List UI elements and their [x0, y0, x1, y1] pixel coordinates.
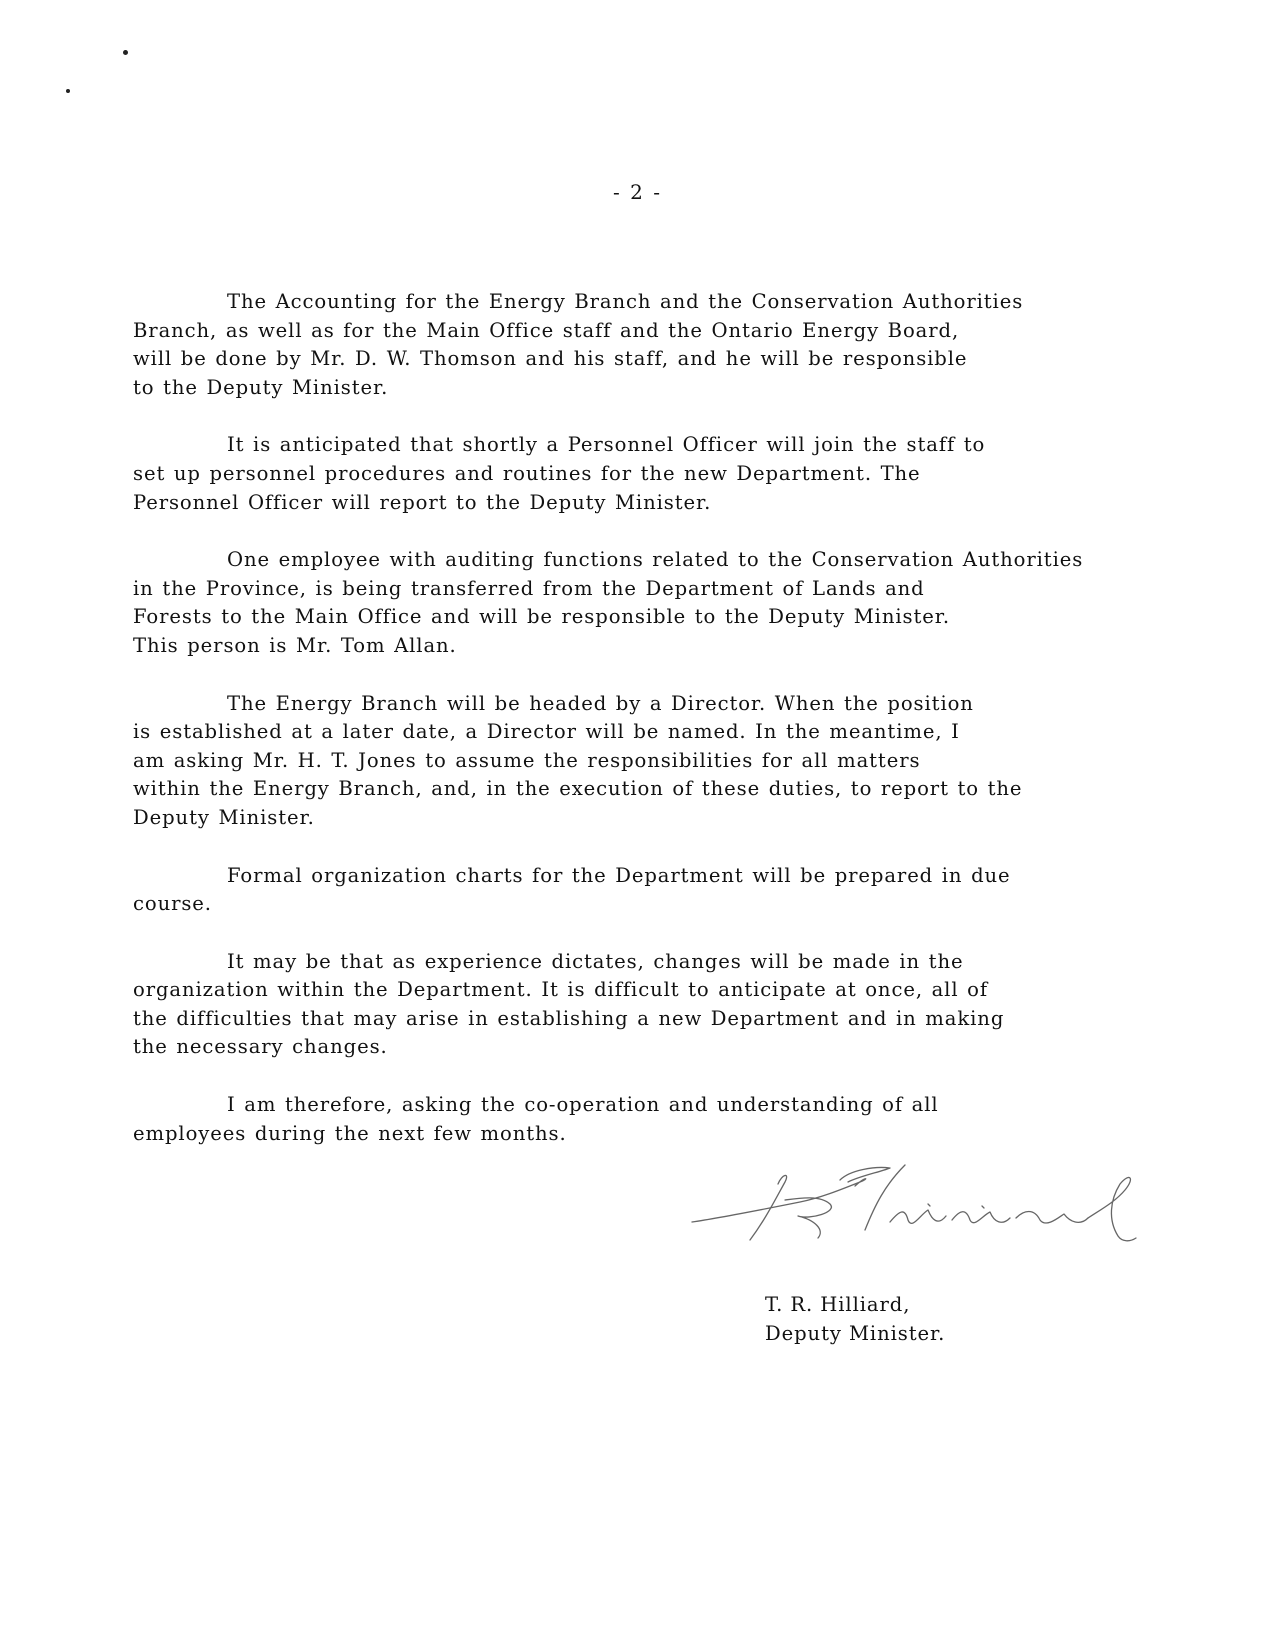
text-line: It may be that as experience dictates, changes will be made in the: [227, 949, 964, 973]
text-line: is established at a later date, a Director will be named. In the meantime, I: [133, 720, 960, 744]
text-line: Formal organization charts for the Department will be prepared in due: [227, 863, 1011, 887]
text-line: This person is Mr. Tom Allan.: [133, 633, 457, 657]
signer-name: T. R. Hilliard,: [765, 1293, 911, 1316]
text-line: I am therefore, asking the co-operation and understanding of all: [227, 1093, 939, 1117]
scan-speck: [66, 89, 70, 93]
text-line: the difficulties that may arise in establishing a new Department and in making: [133, 1006, 1005, 1030]
page-number: - 2 -: [613, 180, 662, 204]
text-line: One employee with auditing functions related to the Conservation Authorities: [227, 548, 1084, 572]
paragraph-changes: [133, 948, 1183, 1062]
paragraph-personnel: [133, 431, 1183, 517]
text-line: Deputy Minister.: [133, 805, 315, 829]
paragraph-energy-branch: [133, 690, 1183, 833]
text-line: in the Province, is being transferred from the Department of Lands and: [133, 576, 925, 600]
scan-speck: [123, 50, 128, 55]
text-line: employees during the next few months.: [133, 1121, 567, 1145]
text-line: Branch, as well as for the Main Office staff and the Ontario Energy Board,: [133, 318, 960, 342]
text-line: Forests to the Main Office and will be responsible to the Deputy Minister.: [133, 605, 951, 629]
text-line: will be done by Mr. D. W. Thomson and his staff, and he will be responsible: [133, 347, 968, 371]
text-line: the necessary changes.: [133, 1035, 388, 1059]
handwritten-signature: [690, 1160, 1170, 1260]
text-line: set up personnel procedures and routines for the new Department. The: [133, 461, 921, 485]
paragraph-auditing: [133, 546, 1183, 660]
text-line: course.: [133, 892, 212, 916]
text-line: The Accounting for the Energy Branch and the Conservation Authorities: [227, 290, 1024, 313]
paragraph-org-charts: [133, 862, 1183, 919]
signer-title: Deputy Minister.: [765, 1322, 946, 1345]
text-line: Personnel Officer will report to the Deputy Minister.: [133, 490, 712, 514]
text-line: It is anticipated that shortly a Personnel Officer will join the staff to: [227, 433, 986, 457]
text-line: to the Deputy Minister.: [133, 375, 389, 399]
paragraph-cooperation: [133, 1091, 1183, 1148]
signer-block: [765, 1290, 945, 1348]
text-line: The Energy Branch will be headed by a Director. When the position: [227, 691, 974, 715]
text-line: within the Energy Branch, and, in the execution of these duties, to report to the: [133, 777, 1023, 801]
paragraph-accounting: [133, 288, 1183, 402]
text-line: am asking Mr. H. T. Jones to assume the responsibilities for all matters: [133, 748, 921, 772]
text-line: organization within the Department. It is difficult to anticipate at once, all of: [133, 978, 988, 1002]
letter-body: [133, 288, 1183, 1177]
